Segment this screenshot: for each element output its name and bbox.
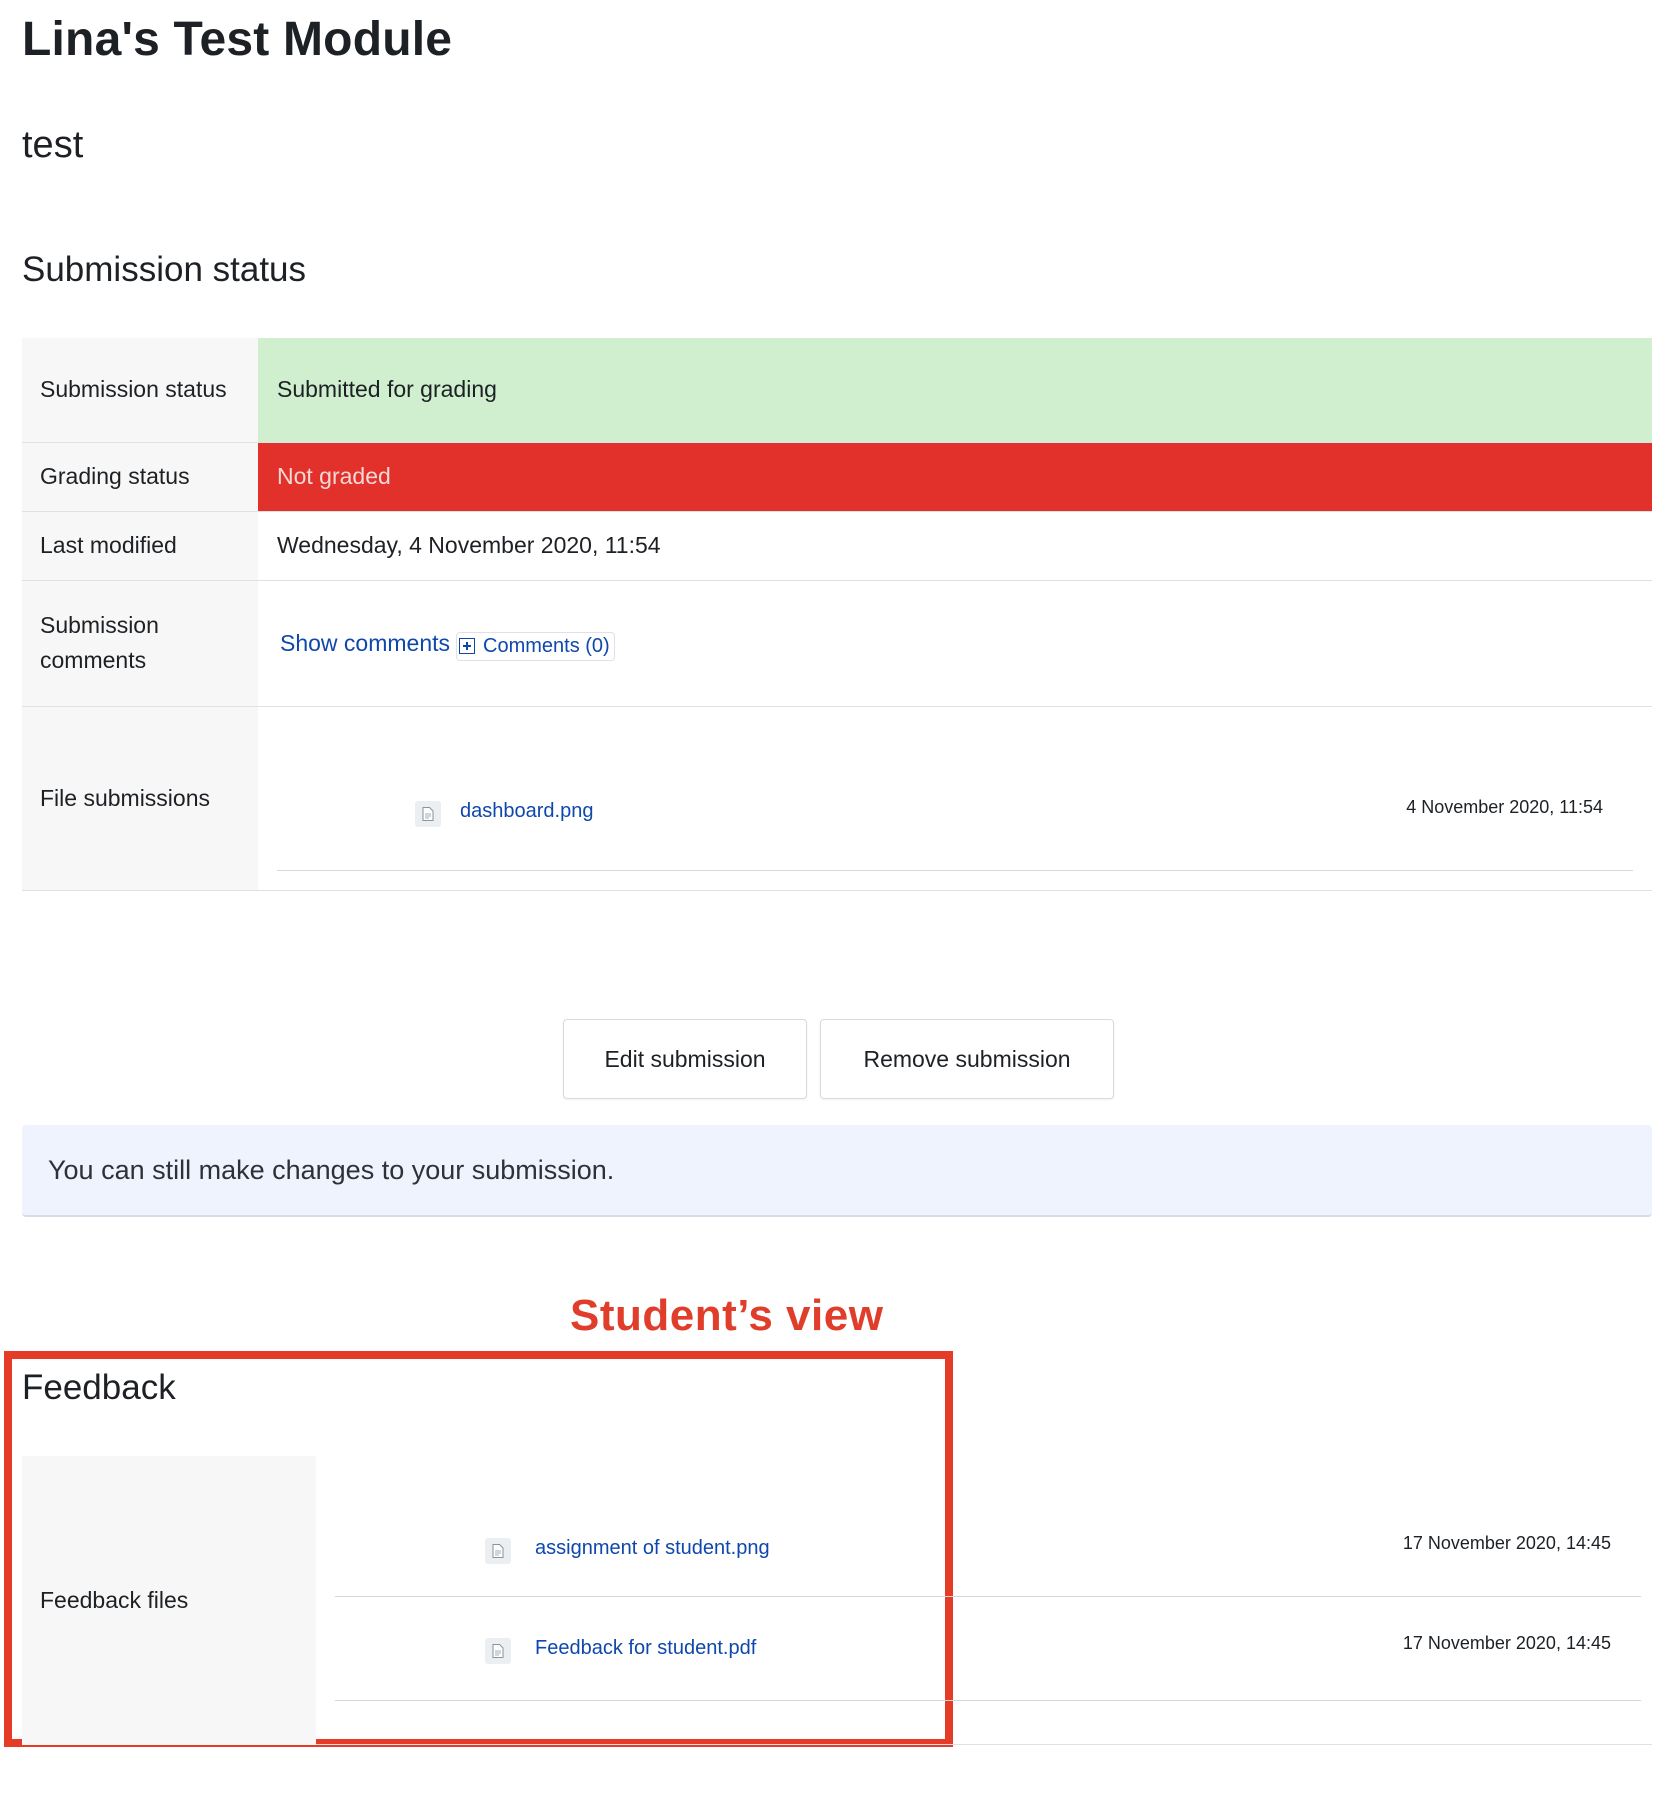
- table-row: [22, 511, 1652, 580]
- submission-status-table: [22, 338, 1652, 891]
- info-notice: You can still make changes to your submission.: [22, 1125, 1652, 1217]
- submission-status-heading: Submission status: [22, 250, 307, 289]
- table-row: [22, 442, 1652, 511]
- document-icon: [485, 1538, 511, 1564]
- grading-status-value: Not graded: [258, 442, 1652, 511]
- feedback-file-list: [335, 1456, 1641, 1701]
- file-link-feedback-pdf[interactable]: Feedback for student.pdf: [535, 1637, 757, 1659]
- comments-count-link[interactable]: Comments (0): [483, 634, 610, 657]
- submission-comments-value: [258, 580, 1652, 706]
- file-date: 17 November 2020, 14:45: [1402, 1633, 1611, 1653]
- expand-plus-icon[interactable]: [459, 638, 475, 654]
- list-item: [335, 1456, 1641, 1597]
- submission-file-list: [277, 726, 1633, 871]
- last-modified-label: Last modified: [22, 511, 258, 580]
- feedback-heading: Feedback: [22, 1368, 176, 1407]
- annotation-label: Student’s view: [570, 1291, 884, 1340]
- file-date: 4 November 2020, 11:54: [1406, 796, 1603, 817]
- feedback-table: [22, 1456, 1652, 1745]
- submission-status-label: Submission status: [22, 338, 258, 442]
- activity-name: test: [22, 124, 84, 166]
- last-modified-value: Wednesday, 4 November 2020, 11:54: [258, 511, 1652, 580]
- page-title: Lina's Test Module: [22, 13, 453, 66]
- comments-control: [277, 626, 1633, 661]
- grading-status-label: Grading status: [22, 442, 258, 511]
- remove-submission-button[interactable]: Remove submission: [820, 1019, 1114, 1099]
- show-comments-link[interactable]: Show comments: [280, 629, 451, 656]
- table-row: [22, 580, 1652, 706]
- table-row: [22, 706, 1652, 890]
- document-icon: [485, 1638, 511, 1664]
- submission-status-value: Submitted for grading: [258, 338, 1652, 442]
- submission-comments-label: Submission comments: [22, 580, 258, 706]
- list-item: [335, 1597, 1641, 1701]
- edit-submission-button[interactable]: Edit submission: [563, 1019, 807, 1099]
- document-icon: [415, 801, 441, 827]
- comments-toggle[interactable]: [456, 632, 615, 661]
- submission-actions: [563, 1019, 1114, 1099]
- file-date: 17 November 2020, 14:45: [1402, 1533, 1611, 1553]
- table-row: [22, 338, 1652, 442]
- file-link-assignment[interactable]: assignment of student.png: [535, 1537, 770, 1559]
- feedback-files-label: Feedback files: [22, 1456, 316, 1745]
- file-submissions-value: [258, 706, 1652, 890]
- file-link-dashboard[interactable]: dashboard.png: [460, 799, 594, 822]
- list-item: [277, 726, 1633, 871]
- file-submissions-label: File submissions: [22, 706, 258, 890]
